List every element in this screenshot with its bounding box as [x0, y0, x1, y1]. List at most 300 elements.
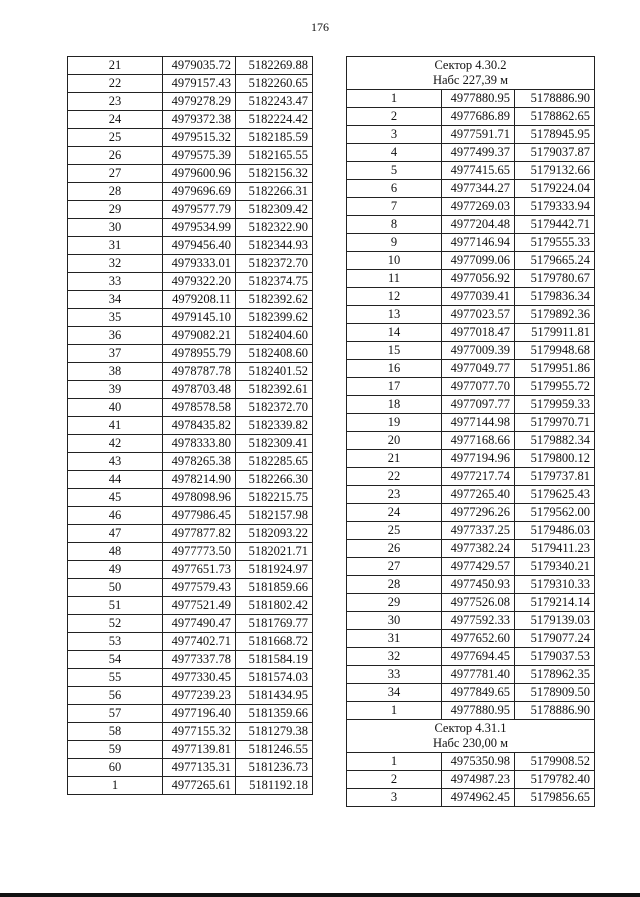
point-number: 20 — [347, 432, 442, 450]
sector-header-row — [347, 57, 595, 90]
y-coordinate: 5182372.70 — [236, 399, 313, 417]
table-row — [347, 648, 595, 666]
point-number: 27 — [68, 165, 163, 183]
x-coordinate: 4977217.74 — [442, 468, 515, 486]
y-coordinate: 5181769.77 — [236, 615, 313, 633]
x-coordinate: 4978955.79 — [163, 345, 236, 363]
sector-height: Набс 230,00 м — [432, 736, 509, 750]
point-number: 13 — [347, 306, 442, 324]
point-number: 26 — [68, 147, 163, 165]
y-coordinate: 5181924.97 — [236, 561, 313, 579]
point-number: 5 — [347, 162, 442, 180]
x-coordinate: 4977077.70 — [442, 378, 515, 396]
y-coordinate: 5179882.34 — [515, 432, 595, 450]
x-coordinate: 4977402.71 — [163, 633, 236, 651]
x-coordinate: 4977591.71 — [442, 126, 515, 144]
table-row — [68, 525, 313, 543]
point-number: 52 — [68, 615, 163, 633]
table-row — [347, 540, 595, 558]
table-row — [347, 342, 595, 360]
y-coordinate: 5182266.31 — [236, 183, 313, 201]
point-number: 31 — [68, 237, 163, 255]
point-number: 60 — [68, 759, 163, 777]
table-row — [347, 468, 595, 486]
point-number: 28 — [68, 183, 163, 201]
y-coordinate: 5178886.90 — [515, 90, 595, 108]
x-coordinate: 4977490.47 — [163, 615, 236, 633]
y-coordinate: 5181574.03 — [236, 669, 313, 687]
point-number: 27 — [347, 558, 442, 576]
x-coordinate: 4979035.72 — [163, 57, 236, 75]
y-coordinate: 5179037.53 — [515, 648, 595, 666]
y-coordinate: 5178945.95 — [515, 126, 595, 144]
y-coordinate: 5179911.81 — [515, 324, 595, 342]
sector-header — [347, 57, 595, 90]
y-coordinate: 5179665.24 — [515, 252, 595, 270]
y-coordinate: 5182215.75 — [236, 489, 313, 507]
x-coordinate: 4979600.96 — [163, 165, 236, 183]
x-coordinate: 4978787.78 — [163, 363, 236, 381]
x-coordinate: 4977694.45 — [442, 648, 515, 666]
x-coordinate: 4977265.61 — [163, 777, 236, 795]
point-number: 16 — [347, 360, 442, 378]
table-row — [347, 432, 595, 450]
y-coordinate: 5182260.65 — [236, 75, 313, 93]
point-number: 9 — [347, 234, 442, 252]
x-coordinate: 4977526.08 — [442, 594, 515, 612]
table-row — [347, 324, 595, 342]
y-coordinate: 5182399.62 — [236, 309, 313, 327]
y-coordinate: 5182266.30 — [236, 471, 313, 489]
x-coordinate: 4977194.96 — [442, 450, 515, 468]
point-number: 23 — [68, 93, 163, 111]
point-number: 46 — [68, 507, 163, 525]
point-number: 4 — [347, 144, 442, 162]
point-number: 37 — [68, 345, 163, 363]
table-row — [347, 576, 595, 594]
y-coordinate: 5179625.43 — [515, 486, 595, 504]
x-coordinate: 4977099.06 — [442, 252, 515, 270]
x-coordinate: 4979145.10 — [163, 309, 236, 327]
x-coordinate: 4977781.40 — [442, 666, 515, 684]
y-coordinate: 5182021.71 — [236, 543, 313, 561]
x-coordinate: 4978333.80 — [163, 435, 236, 453]
y-coordinate: 5181859.66 — [236, 579, 313, 597]
point-number: 34 — [68, 291, 163, 309]
point-number: 2 — [347, 108, 442, 126]
point-number: 35 — [68, 309, 163, 327]
x-coordinate: 4979208.11 — [163, 291, 236, 309]
table-row — [68, 273, 313, 291]
coordinates-table-right — [346, 56, 595, 807]
point-number: 36 — [68, 327, 163, 345]
point-number: 29 — [68, 201, 163, 219]
x-coordinate: 4977877.82 — [163, 525, 236, 543]
y-coordinate: 5182093.22 — [236, 525, 313, 543]
y-coordinate: 5182339.82 — [236, 417, 313, 435]
table-row — [68, 453, 313, 471]
y-coordinate: 5182243.47 — [236, 93, 313, 111]
table-row — [347, 198, 595, 216]
x-coordinate: 4978703.48 — [163, 381, 236, 399]
table-row — [68, 597, 313, 615]
y-coordinate: 5181434.95 — [236, 687, 313, 705]
table-row — [68, 291, 313, 309]
y-coordinate: 5182269.88 — [236, 57, 313, 75]
y-coordinate: 5182309.42 — [236, 201, 313, 219]
x-coordinate: 4979082.21 — [163, 327, 236, 345]
y-coordinate: 5179970.71 — [515, 414, 595, 432]
point-number: 29 — [347, 594, 442, 612]
table-row — [68, 561, 313, 579]
y-coordinate: 5178886.90 — [515, 702, 595, 720]
y-coordinate: 5182185.59 — [236, 129, 313, 147]
table-row — [68, 741, 313, 759]
x-coordinate: 4977330.45 — [163, 669, 236, 687]
y-coordinate: 5179737.81 — [515, 468, 595, 486]
x-coordinate: 4977265.40 — [442, 486, 515, 504]
point-number: 48 — [68, 543, 163, 561]
x-coordinate: 4979333.01 — [163, 255, 236, 273]
y-coordinate: 5182224.42 — [236, 111, 313, 129]
point-number: 1 — [347, 702, 442, 720]
point-number: 14 — [347, 324, 442, 342]
y-coordinate: 5179782.40 — [515, 771, 595, 789]
x-coordinate: 4977773.50 — [163, 543, 236, 561]
point-number: 26 — [347, 540, 442, 558]
table-row — [68, 399, 313, 417]
table-row — [347, 108, 595, 126]
table-row — [347, 234, 595, 252]
table-row — [68, 129, 313, 147]
point-number: 32 — [68, 255, 163, 273]
y-coordinate: 5182372.70 — [236, 255, 313, 273]
x-coordinate: 4977344.27 — [442, 180, 515, 198]
point-number: 30 — [347, 612, 442, 630]
table-row — [68, 669, 313, 687]
table-row — [347, 450, 595, 468]
x-coordinate: 4977196.40 — [163, 705, 236, 723]
x-coordinate: 4978435.82 — [163, 417, 236, 435]
point-number: 15 — [347, 342, 442, 360]
point-number: 7 — [347, 198, 442, 216]
table-row — [347, 378, 595, 396]
x-coordinate: 4979456.40 — [163, 237, 236, 255]
point-number: 1 — [68, 777, 163, 795]
point-number: 49 — [68, 561, 163, 579]
x-coordinate: 4979515.32 — [163, 129, 236, 147]
table-row — [347, 666, 595, 684]
table-row — [347, 162, 595, 180]
table-row — [68, 615, 313, 633]
y-coordinate: 5179856.65 — [515, 789, 595, 807]
y-coordinate: 5182408.60 — [236, 345, 313, 363]
x-coordinate: 4977139.81 — [163, 741, 236, 759]
y-coordinate: 5181279.38 — [236, 723, 313, 741]
point-number: 59 — [68, 741, 163, 759]
x-coordinate: 4977849.65 — [442, 684, 515, 702]
x-coordinate: 4977144.98 — [442, 414, 515, 432]
point-number: 33 — [68, 273, 163, 291]
x-coordinate: 4979372.38 — [163, 111, 236, 129]
y-coordinate: 5182344.93 — [236, 237, 313, 255]
x-coordinate: 4977986.45 — [163, 507, 236, 525]
table-row — [347, 288, 595, 306]
point-number: 24 — [68, 111, 163, 129]
point-number: 53 — [68, 633, 163, 651]
table-row — [347, 126, 595, 144]
y-coordinate: 5182285.65 — [236, 453, 313, 471]
x-coordinate: 4977146.94 — [442, 234, 515, 252]
x-coordinate: 4977652.60 — [442, 630, 515, 648]
table-row — [347, 594, 595, 612]
table-row — [347, 771, 595, 789]
point-number: 23 — [347, 486, 442, 504]
y-coordinate: 5179562.00 — [515, 504, 595, 522]
point-number: 32 — [347, 648, 442, 666]
x-coordinate: 4977023.57 — [442, 306, 515, 324]
y-coordinate: 5179948.68 — [515, 342, 595, 360]
x-coordinate: 4977686.89 — [442, 108, 515, 126]
y-coordinate: 5182157.98 — [236, 507, 313, 525]
table-row — [68, 327, 313, 345]
x-coordinate: 4979157.43 — [163, 75, 236, 93]
table-row — [347, 144, 595, 162]
table-row — [68, 363, 313, 381]
y-coordinate: 5179908.52 — [515, 753, 595, 771]
point-number: 58 — [68, 723, 163, 741]
y-coordinate: 5179836.34 — [515, 288, 595, 306]
point-number: 43 — [68, 453, 163, 471]
y-coordinate: 5179800.12 — [515, 450, 595, 468]
y-coordinate: 5182309.41 — [236, 435, 313, 453]
table-row — [347, 612, 595, 630]
y-coordinate: 5179037.87 — [515, 144, 595, 162]
point-number: 3 — [347, 126, 442, 144]
x-coordinate: 4977204.48 — [442, 216, 515, 234]
table-row — [68, 471, 313, 489]
x-coordinate: 4978098.96 — [163, 489, 236, 507]
page-bottom-edge — [0, 893, 640, 897]
sector-header-row — [347, 720, 595, 753]
y-coordinate: 5181246.55 — [236, 741, 313, 759]
y-coordinate: 5179442.71 — [515, 216, 595, 234]
x-coordinate: 4977880.95 — [442, 702, 515, 720]
table-row — [68, 435, 313, 453]
x-coordinate: 4977097.77 — [442, 396, 515, 414]
table-row — [68, 543, 313, 561]
table-row — [347, 396, 595, 414]
y-coordinate: 5179951.86 — [515, 360, 595, 378]
x-coordinate: 4974987.23 — [442, 771, 515, 789]
x-coordinate: 4978578.58 — [163, 399, 236, 417]
x-coordinate: 4977592.33 — [442, 612, 515, 630]
page-number: 176 — [311, 20, 329, 34]
table-row — [347, 360, 595, 378]
table-row — [68, 111, 313, 129]
sector-header — [347, 720, 595, 753]
point-number: 24 — [347, 504, 442, 522]
table-row — [347, 90, 595, 108]
table-row — [347, 753, 595, 771]
x-coordinate: 4977382.24 — [442, 540, 515, 558]
x-coordinate: 4979577.79 — [163, 201, 236, 219]
y-coordinate: 5179214.14 — [515, 594, 595, 612]
point-number: 1 — [347, 90, 442, 108]
sector-title: Сектор 4.31.1 — [434, 721, 507, 735]
x-coordinate: 4974962.45 — [442, 789, 515, 807]
point-number: 31 — [347, 630, 442, 648]
table-row — [68, 759, 313, 777]
table-row — [347, 180, 595, 198]
x-coordinate: 4977579.43 — [163, 579, 236, 597]
y-coordinate: 5181584.19 — [236, 651, 313, 669]
table-row — [68, 75, 313, 93]
point-number: 8 — [347, 216, 442, 234]
y-coordinate: 5179555.33 — [515, 234, 595, 252]
y-coordinate: 5179340.21 — [515, 558, 595, 576]
y-coordinate: 5181802.42 — [236, 597, 313, 615]
y-coordinate: 5179780.67 — [515, 270, 595, 288]
table-row — [68, 687, 313, 705]
table-row — [347, 630, 595, 648]
point-number: 1 — [347, 753, 442, 771]
y-coordinate: 5179411.23 — [515, 540, 595, 558]
table-row — [68, 777, 313, 795]
y-coordinate: 5179132.66 — [515, 162, 595, 180]
point-number: 42 — [68, 435, 163, 453]
table-row — [68, 705, 313, 723]
x-coordinate: 4977039.41 — [442, 288, 515, 306]
table-row — [68, 93, 313, 111]
y-coordinate: 5179224.04 — [515, 180, 595, 198]
table-row — [68, 255, 313, 273]
y-coordinate: 5182404.60 — [236, 327, 313, 345]
point-number: 25 — [347, 522, 442, 540]
table-row — [68, 489, 313, 507]
point-number: 3 — [347, 789, 442, 807]
x-coordinate: 4977018.47 — [442, 324, 515, 342]
point-number: 40 — [68, 399, 163, 417]
y-coordinate: 5182165.55 — [236, 147, 313, 165]
point-number: 6 — [347, 180, 442, 198]
table-row — [68, 219, 313, 237]
table-row — [68, 57, 313, 75]
table-row — [68, 183, 313, 201]
y-coordinate: 5182156.32 — [236, 165, 313, 183]
point-number: 19 — [347, 414, 442, 432]
x-coordinate: 4977135.31 — [163, 759, 236, 777]
table-row — [347, 414, 595, 432]
x-coordinate: 4977009.39 — [442, 342, 515, 360]
point-number: 18 — [347, 396, 442, 414]
sector-height: Набс 227,39 м — [432, 73, 509, 87]
x-coordinate: 4977499.37 — [442, 144, 515, 162]
point-number: 21 — [347, 450, 442, 468]
x-coordinate: 4977168.66 — [442, 432, 515, 450]
y-coordinate: 5181236.73 — [236, 759, 313, 777]
point-number: 50 — [68, 579, 163, 597]
x-coordinate: 4978214.90 — [163, 471, 236, 489]
x-coordinate: 4977450.93 — [442, 576, 515, 594]
coordinates-table-left — [67, 56, 313, 795]
point-number: 57 — [68, 705, 163, 723]
table-row — [347, 306, 595, 324]
y-coordinate: 5178909.50 — [515, 684, 595, 702]
x-coordinate: 4975350.98 — [442, 753, 515, 771]
x-coordinate: 4977155.32 — [163, 723, 236, 741]
table-row — [68, 633, 313, 651]
table-row — [68, 579, 313, 597]
point-number: 41 — [68, 417, 163, 435]
x-coordinate: 4977337.25 — [442, 522, 515, 540]
point-number: 28 — [347, 576, 442, 594]
y-coordinate: 5181359.66 — [236, 705, 313, 723]
table-row — [347, 789, 595, 807]
x-coordinate: 4977521.49 — [163, 597, 236, 615]
x-coordinate: 4977049.77 — [442, 360, 515, 378]
point-number: 44 — [68, 471, 163, 489]
table-row — [68, 147, 313, 165]
table-row — [347, 684, 595, 702]
x-coordinate: 4977239.23 — [163, 687, 236, 705]
point-number: 12 — [347, 288, 442, 306]
y-coordinate: 5179310.33 — [515, 576, 595, 594]
table-row — [347, 216, 595, 234]
point-number: 38 — [68, 363, 163, 381]
x-coordinate: 4977415.65 — [442, 162, 515, 180]
y-coordinate: 5182401.52 — [236, 363, 313, 381]
table-row — [347, 522, 595, 540]
x-coordinate: 4977337.78 — [163, 651, 236, 669]
y-coordinate: 5178862.65 — [515, 108, 595, 126]
point-number: 2 — [347, 771, 442, 789]
x-coordinate: 4978265.38 — [163, 453, 236, 471]
table-row — [347, 504, 595, 522]
table-row — [68, 381, 313, 399]
y-coordinate: 5179333.94 — [515, 198, 595, 216]
point-number: 10 — [347, 252, 442, 270]
point-number: 34 — [347, 684, 442, 702]
point-number: 56 — [68, 687, 163, 705]
y-coordinate: 5181192.18 — [236, 777, 313, 795]
table-row — [68, 651, 313, 669]
table-row — [347, 270, 595, 288]
y-coordinate: 5178962.35 — [515, 666, 595, 684]
point-number: 22 — [347, 468, 442, 486]
y-coordinate: 5179139.03 — [515, 612, 595, 630]
point-number: 17 — [347, 378, 442, 396]
x-coordinate: 4977296.26 — [442, 504, 515, 522]
point-number: 21 — [68, 57, 163, 75]
point-number: 33 — [347, 666, 442, 684]
point-number: 22 — [68, 75, 163, 93]
y-coordinate: 5179077.24 — [515, 630, 595, 648]
x-coordinate: 4979278.29 — [163, 93, 236, 111]
y-coordinate: 5181668.72 — [236, 633, 313, 651]
x-coordinate: 4977880.95 — [442, 90, 515, 108]
table-row — [347, 702, 595, 720]
y-coordinate: 5179486.03 — [515, 522, 595, 540]
y-coordinate: 5182392.62 — [236, 291, 313, 309]
y-coordinate: 5182374.75 — [236, 273, 313, 291]
table-row — [68, 237, 313, 255]
x-coordinate: 4977269.03 — [442, 198, 515, 216]
table-row — [347, 252, 595, 270]
x-coordinate: 4979534.99 — [163, 219, 236, 237]
table-row — [68, 507, 313, 525]
point-number: 47 — [68, 525, 163, 543]
